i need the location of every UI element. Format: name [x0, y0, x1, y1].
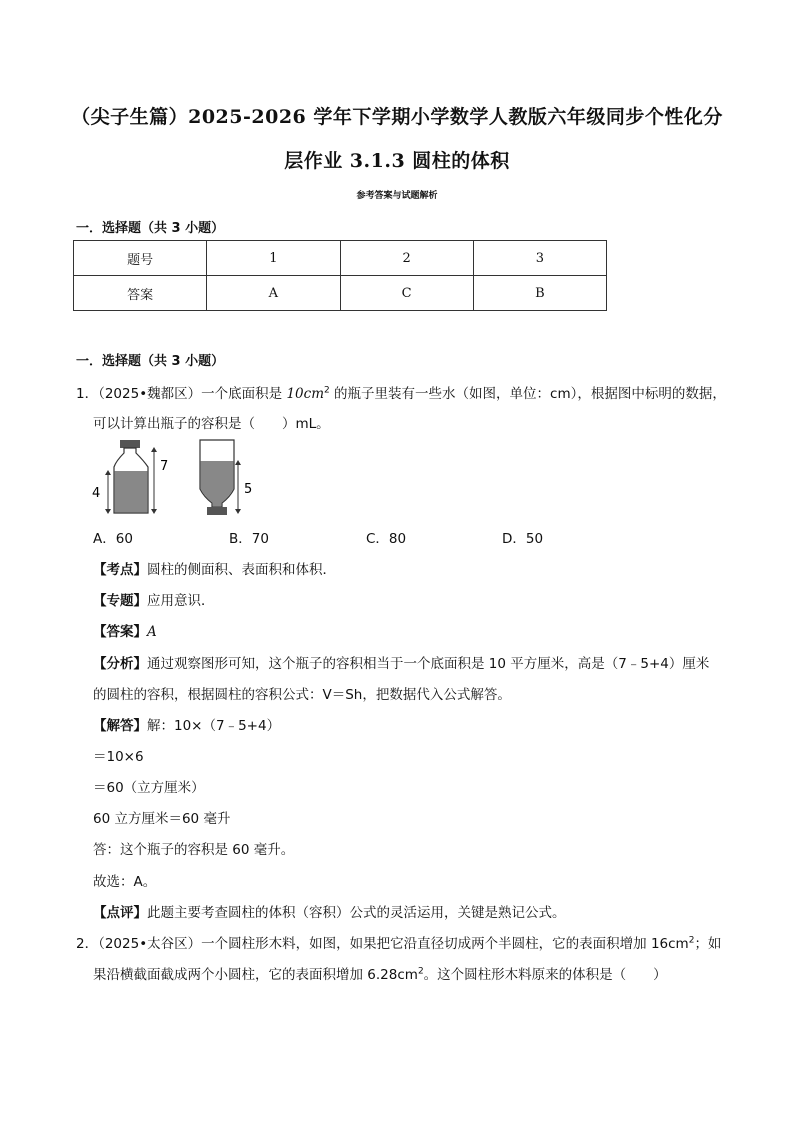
table-cell: A — [207, 276, 340, 311]
dim-label-empty: 5 — [244, 482, 253, 497]
water-fill — [115, 471, 148, 512]
superscript: 2 — [688, 935, 695, 946]
question-text: 10cm — [286, 386, 324, 402]
document-title-line2: 层作业 3.1.3 圆柱的体积 — [284, 150, 510, 172]
question-text: 1．（2025•魏都区）一个底面积是 — [76, 386, 287, 402]
option-c: C．80 — [366, 531, 407, 547]
question-1-line1 — [76, 382, 726, 402]
jieda-line2: ＝10×6 — [93, 749, 144, 765]
jieda-line6: 故选：A。 — [93, 874, 157, 890]
table-cell: 2 — [340, 241, 473, 276]
jieda-tag: 【解答】 — [93, 718, 147, 734]
question-text: 果沿横截面截成两个小圆柱，它的表面积增加 6.28cm — [93, 967, 418, 983]
question-text: 。这个圆柱形木料原来的体积是（ ） — [423, 967, 667, 983]
table-row — [74, 276, 607, 311]
zhuanti-text: 应用意识． — [147, 593, 215, 609]
section-heading: 一．选择题（共 3 小题） — [76, 354, 225, 369]
table-cell: 题号 — [74, 241, 207, 276]
daan-line — [93, 620, 157, 640]
jieda-line1 — [93, 714, 280, 734]
document-title-line1: （尖子生篇）2025-2026 学年下学期小学数学人教版六年级同步个性化分 — [71, 106, 723, 128]
dianping-text: 此题主要考查圆柱的体积（容积）公式的灵活运用，关键是熟记公式。 — [147, 905, 566, 921]
document-subtitle: 参考答案与试题解析 — [356, 191, 438, 201]
table-cell: C — [340, 276, 473, 311]
section-heading: 一．选择题（共 3 小题） — [76, 221, 225, 236]
water-fill — [201, 461, 234, 506]
answer-table — [73, 240, 607, 311]
zhuanti-line — [93, 589, 215, 609]
fenxi-line1 — [93, 652, 709, 672]
dim-label-total: 7 — [160, 459, 169, 474]
table-cell: 3 — [473, 241, 606, 276]
jieda-line4: 60 立方厘米＝60 毫升 — [93, 811, 231, 827]
option-a: A．60 — [93, 531, 133, 547]
fenxi-line2: 的圆柱的容积，根据圆柱的容积公式：V＝Sh，把数据代入公式解答。 — [93, 687, 511, 703]
fenxi-text: 通过观察图形可知，这个瓶子的容积相当于一个底面积是 10 平方厘米，高是（7﹣5+4）厘米 — [147, 656, 710, 672]
question-text: ；如 — [694, 936, 722, 952]
daan-tag: 【答案】 — [93, 624, 147, 640]
bottle-cap — [207, 507, 227, 515]
bottle-figure — [88, 437, 258, 517]
dianping-tag: 【点评】 — [93, 905, 147, 921]
superscript: 2 — [324, 385, 330, 396]
dim-label-water: 4 — [92, 486, 101, 501]
daan-text: A — [147, 624, 157, 640]
superscript: 2 — [417, 966, 424, 977]
option-d: D．50 — [502, 531, 544, 547]
bottle-cap — [120, 440, 140, 448]
jieda-line5: 答：这个瓶子的容积是 60 毫升。 — [93, 842, 295, 858]
option-b: B．70 — [229, 531, 269, 547]
jieda-text: 解：10×（7﹣5+4） — [147, 718, 281, 734]
kaodian-tag: 【考点】 — [93, 562, 147, 578]
table-cell: 答案 — [74, 276, 207, 311]
question-text: 的瓶子里装有一些水（如图，单位：cm），根据图中标明的数据， — [329, 386, 726, 402]
question-1-line2: 可以计算出瓶子的容积是（ ）mL。 — [93, 416, 330, 432]
fenxi-tag: 【分析】 — [93, 656, 147, 672]
table-row — [74, 241, 607, 276]
kaodian-line — [93, 558, 336, 578]
table-cell: 1 — [207, 241, 340, 276]
zhuanti-tag: 【专题】 — [93, 593, 147, 609]
question-2-line1 — [76, 932, 721, 952]
table-cell: B — [473, 276, 606, 311]
question-2-line2 — [93, 963, 667, 983]
question-text: 2．（2025•太谷区）一个圆柱形木料，如图，如果把它沿直径切成两个半圆柱，它的表面积增加 16cm — [76, 936, 689, 952]
jieda-line3: ＝60（立方厘米） — [93, 780, 205, 796]
kaodian-text: 圆柱的侧面积、表面积和体积． — [147, 562, 336, 578]
dianping-line — [93, 901, 566, 921]
